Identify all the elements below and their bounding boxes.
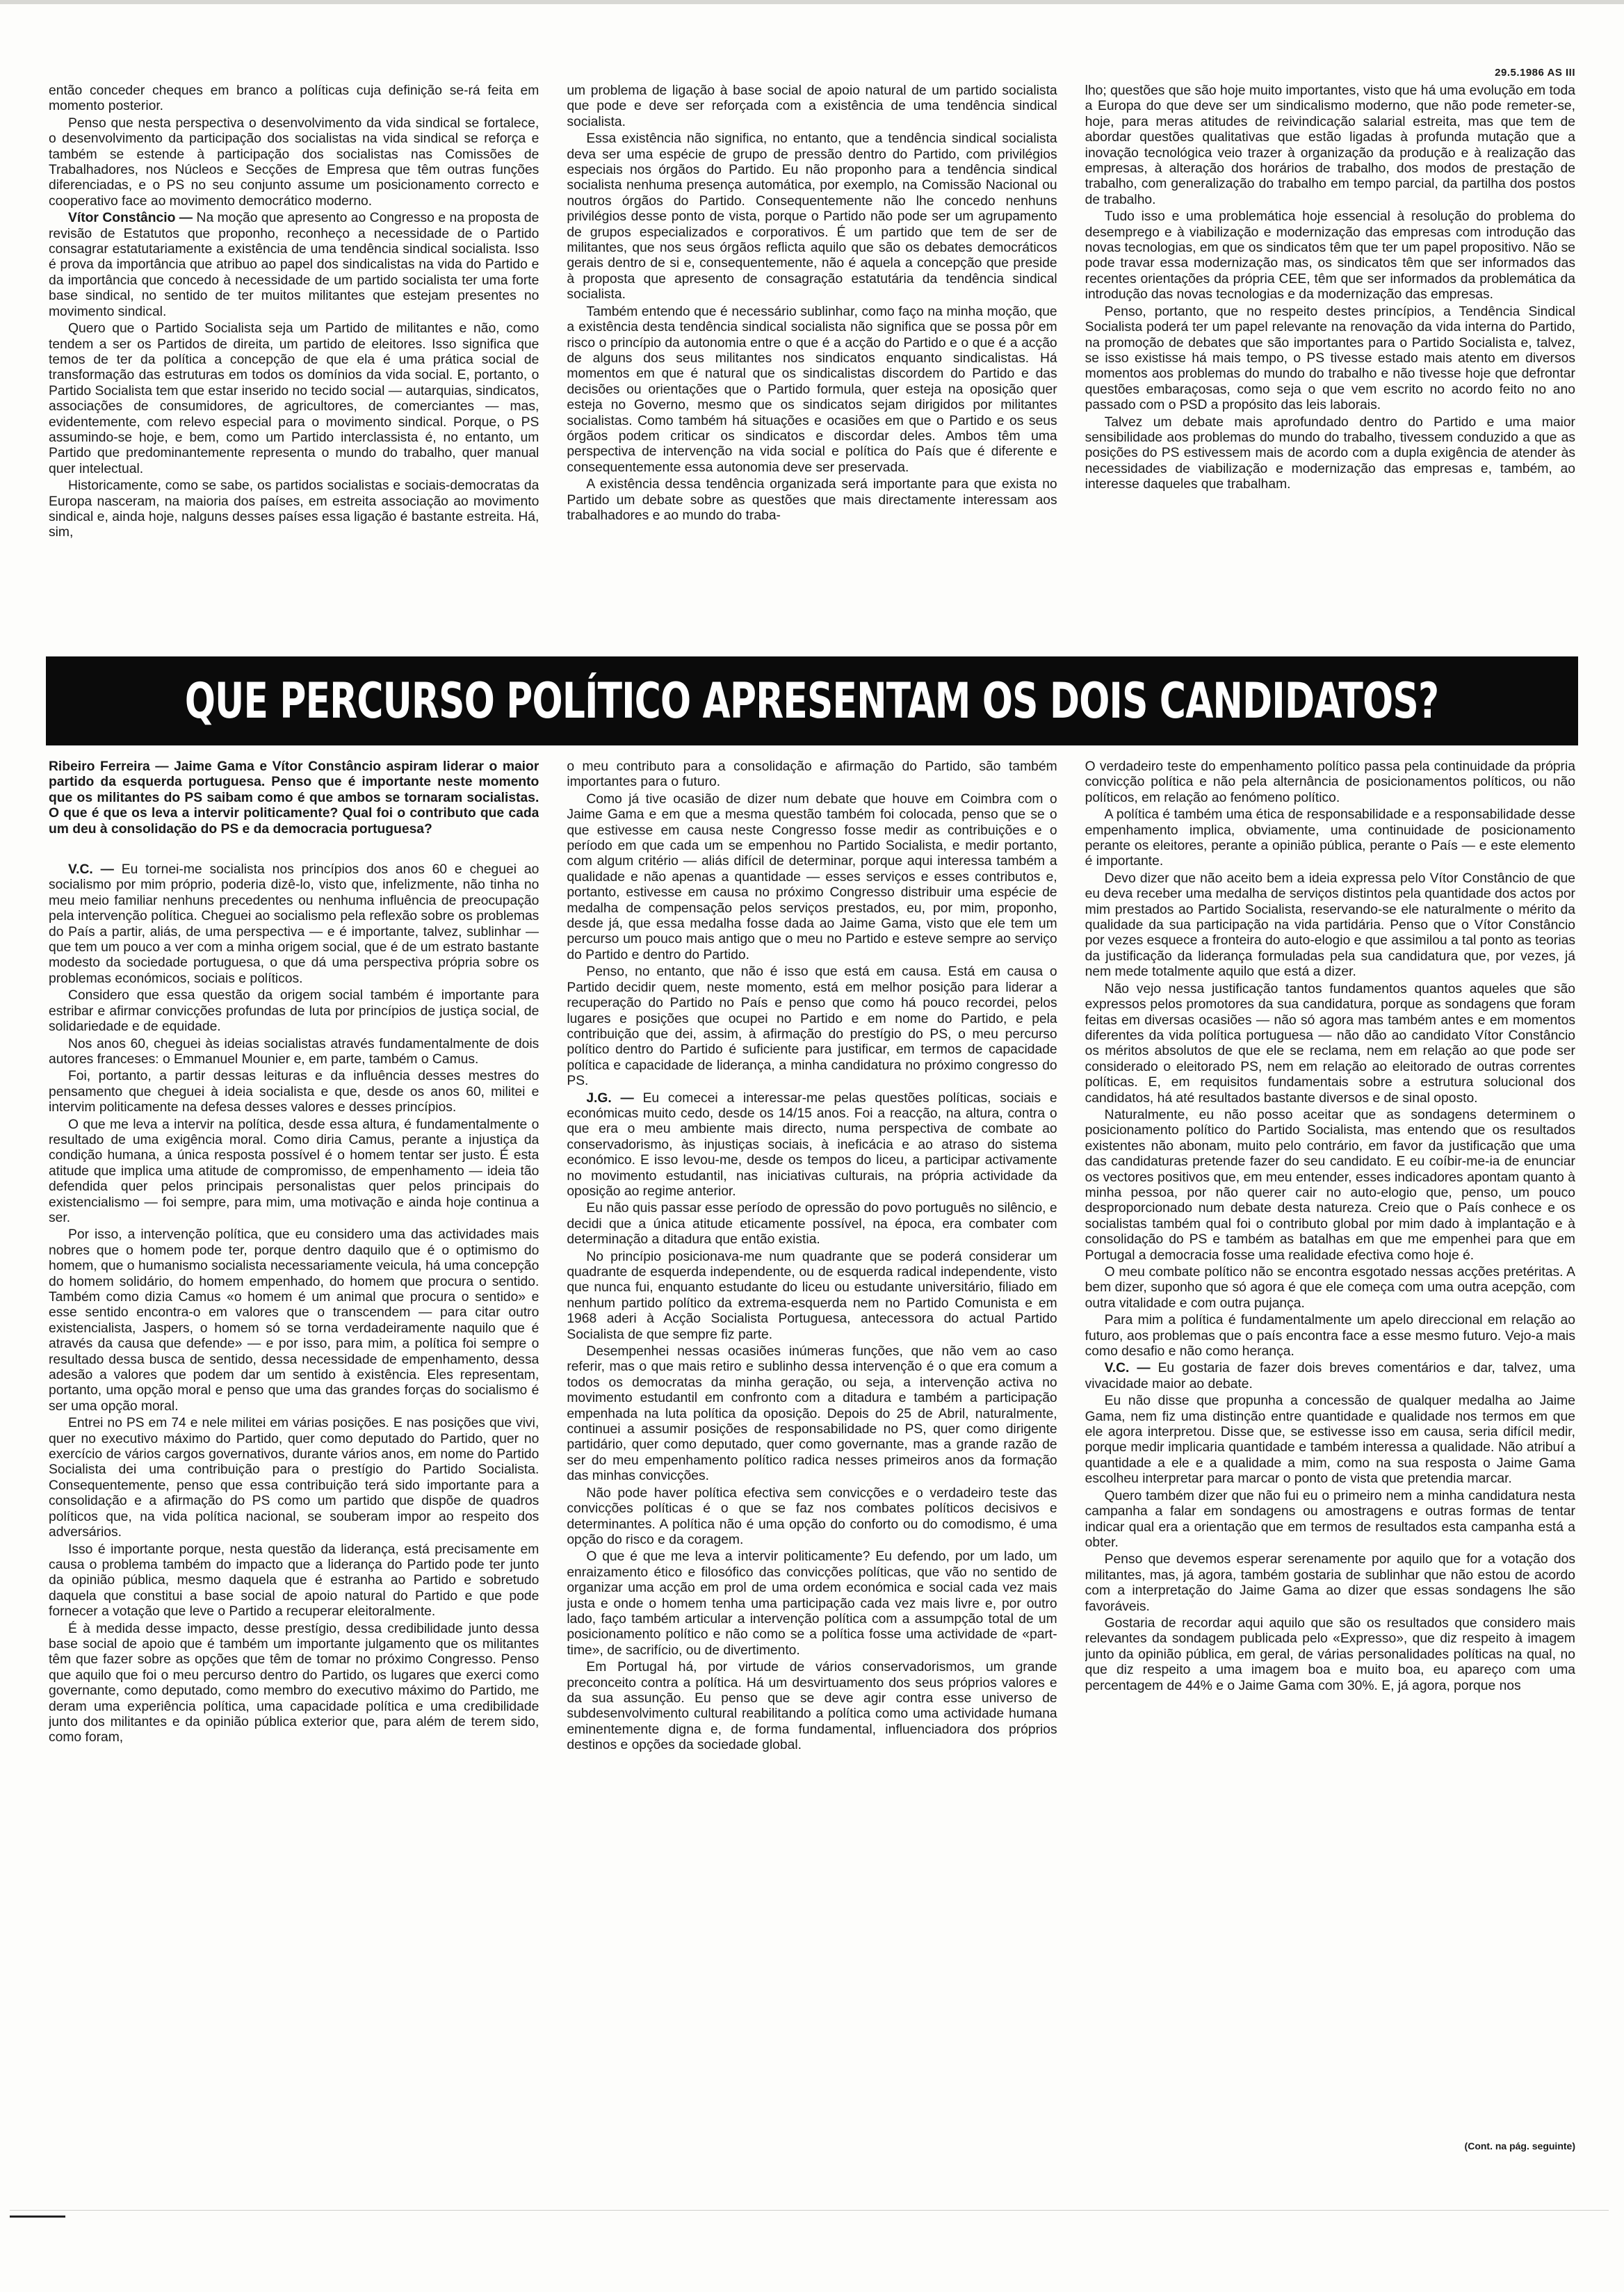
paragraph xyxy=(1085,807,1575,870)
paragraph xyxy=(567,1486,1057,1549)
paragraph xyxy=(567,131,1057,302)
paragraph xyxy=(1085,209,1575,302)
paragraph-text: O verdadeiro teste do empenhamento político passa pela continuidade da própria convicção política e não pela alternância de posicionamentos políticos, ou não políticos, em relação ao fenómeno político. xyxy=(1085,759,1575,805)
paragraph-text: Desempenhei nessas ocasiões inúmeras funções, que não vem ao caso referir, mas o que mais retiro e sublinho dessa intervenção é o que era comum a todos os democratas da minha geração, ou seja, a intervenção activa no movimento estudantil em confronto com a ditadura e também a participação empenhada na luta política da oposição. Depois do 25 de Abril, naturalmente, continuei a assumir posições de responsabilidade no PS, quer como dirigente partidário, quer como deputado, quer como governante, mas a grande razão de ser do meu empenhamento político radica nesses primeiros anos da formação das minhas convicções. xyxy=(567,1344,1057,1484)
top-column-3 xyxy=(1085,83,1575,640)
paragraph-text: Foi, portanto, a partir dessas leituras e da influência desses mestres do pensamento que cheguei à ideia socialista e que, desde os anos 60, militei e intervim politicamente na defesa desses valores e desses princípios. xyxy=(49,1069,539,1115)
speaker-label: V.C. — xyxy=(68,862,114,878)
paragraph-text: Naturalmente, eu não posso aceitar que as sondagens determinem o posicionamento político do Partido Socialista, mas entendo que os resultados existentes não abonam, muito pelo contrário, em favor da justificação que uma das candidaturas pretende fazer do seu candidato. E eu coíbir-me-ia de enunciar os vectores positivos que, em meu entender, esses indicadores apontam quanto à minha pessoa, por não querer cair no auto-elogio que, penso, um pouco desproporcionado num debate desta natureza. Creio que o País conhece e os socialistas também qual foi o contributo global por mim dado à implantação e à consolidação do PS e também as batalhas em que me empenhei para que em Portugal a democracia fosse uma realidade efectiva como hoje é. xyxy=(1085,1107,1575,1263)
paragraph xyxy=(567,1201,1057,1248)
paragraph xyxy=(49,211,539,320)
paragraph xyxy=(49,1416,539,1540)
paragraph-text: Quero também dizer que não fui eu o primeiro nem a minha candidatura nesta campanha a falar em sondagens ou amostragens e outras formas de tentar indicar qual era a orientação que em termos de resultados esta campanha está a obter. xyxy=(1085,1488,1575,1550)
paragraph xyxy=(1085,759,1575,806)
paragraph-text: o meu contributo para a consolidação e afirmação do Partido, são também importantes para o futuro. xyxy=(567,759,1057,790)
paragraph xyxy=(567,792,1057,963)
scan-divider xyxy=(10,2210,1609,2211)
paragraph xyxy=(567,1549,1057,1659)
interview-columns xyxy=(49,759,1575,2143)
headline: QUE PERCURSO POLÍTICO APRESENTAM OS DOIS CANDIDATOS? xyxy=(185,672,1439,729)
paragraph-text: Como já tive ocasião de dizer num debate que houve em Coimbra com o Jaime Gama e em que a mesma questão também foi colocada, penso que se o que estivesse em causa neste Congresso fosse medir as contribuições e o período em que cada um se empenhou no Partido Socialista, e medir portanto, com algum critério — aliás difícil de determinar, porque aqui interessa também a qualidade e não apenas a quantidade — esses serviços e esses contributos e, portanto, estivesse em causa no próximo Congresso distribuir uma espécie de medalha de compensação pelos serviços prestados, eu, por mim, proponho, desde já, que essa medalha fosse dada ao Jaime Gama, visto que ele tem um percurso um pouco mais antigo que o meu no Partido e esteve sempre ao serviço do Partido e dentro do Partido. xyxy=(567,791,1057,962)
paragraph-text: Penso, no entanto, que não é isso que está em causa. Está em causa o Partido decidir quem, neste momento, está em melhor posição para liderar a recuperação do Partido no País e penso que como há pouco recordei, pelos lugares e posições que ocupei no Partido e em nome do Partido, e pela contribuição que dei, assim, à afirmação do prestígio do PS, o meu percurso político dentro do Partido é suficiente para justificar, em termos de capacidade política e capacidade de liderança, a minha candidatura no próximo congresso do PS. xyxy=(567,965,1057,1089)
paragraph-text: A existência dessa tendência organizada será importante para que exista no Partido um debate sobre as questões que mais directamente interessam aos trabalhadores e ao mundo do traba- xyxy=(567,477,1057,523)
lead-question: Ribeiro Ferreira — Jaime Gama e Vítor Constâncio aspiram liderar o maior partido da esquerda portuguesa. Penso que é importante neste momento que os militantes do PS saibam como é que ambos se tornaram socialistas. O que é que os leva a intervir politicamente? Qual foi o contributo que cada um deu à consolidação do PS e da democracia portuguesa? xyxy=(49,759,539,837)
paragraph xyxy=(49,83,539,115)
paragraph-text: um problema de ligação à base social de apoio natural de um partido socialista que pode e deve ser reforçada com a existência de uma tendência sindical socialista. xyxy=(567,83,1057,129)
paragraph xyxy=(567,1250,1057,1343)
paragraph xyxy=(1085,982,1575,1106)
paragraph xyxy=(49,988,539,1035)
paragraph-text: A política é também uma ética de responsabilidade e a responsabilidade desse empenhamento implica, obviamente, uma continuidade de posicionamento perante os eleitores, perante a opinião pública, perante o País — e este elemento é importante. xyxy=(1085,807,1575,869)
interview-column-1-body xyxy=(49,862,539,1746)
paragraph xyxy=(49,1622,539,1746)
paragraph-text: Devo dizer que não aceito bem a ideia expressa pelo Vítor Constâncio de que eu deva receber uma medalha de serviços distintos pela quantidade dos actos por mim prestados ao Partido Socialista, reservando-se ele naturalmente o mérito da qualidade da sua participação na vida partidária. Penso que o Vítor Constâncio por vezes esquece a fronteira do auto-elogio e que assimilou a tal ponto as teorias da justificação da liderança formuladas pela sua candidatura que, por vezes, já nem mede totalmente aquilo que está a dizer. xyxy=(1085,871,1575,980)
paragraph xyxy=(1085,1489,1575,1551)
paragraph-text: lho; questões que são hoje muito importantes, visto que há uma evolução em toda a Europa do que deve ser um sindicalismo moderno, que não pode remeter-se, hoje, para meras atitudes de reivindicação salarial estreita, mas que tem de abordar questões qualitativas que estão ligadas à profunda mutação que a inovação tecnológica veio trazer à organização da produção e à realização das empresas, à alteração dos horários de trabalho, dos modos de prestação de trabalho, com generalização do trabalho em tempo parcial, da partilha dos postos de trabalho. xyxy=(1085,83,1575,207)
paragraph-text: No princípio posicionava-me num quadrante que se poderá considerar um quadrante de esquerda independente, ou de esquerda radical independente, visto que nunca fui, enquanto estudante do liceu ou estudante universitário, filiado em nenhum partido político da extrema-esquerda nem no Partido Comunista e em 1968 aderi à Acção Socialista Portuguesa, antecessora do actual Partido Socialista de que sempre fiz parte. xyxy=(567,1249,1057,1342)
paragraph-text: Essa existência não significa, no entanto, que a tendência sindical socialista deva ser uma espécie de grupo de pressão dentro do Partido, com privilégios especiais nos órgãos do Partido. Eu não proponho para a tendência sindical socialista nenhuma presença automática, por exemplo, na Comissão Nacional ou noutros órgãos do Partido. Consequentemente não lhe concedo nenhuns privilégios desse ponto de vista, porque o Partido não pode ser um agrupamento de grupos especializados e corporativos. É um partido que tem de ser de militantes, que nos seus órgãos reflicta aquilo que são os debates democráticos gerais dentro de si e, consequentemente, não é aquela a concepção que preside à proposta que apresento de consagração estatutária da tendência sindical socialista. xyxy=(567,131,1057,302)
paragraph xyxy=(1085,1361,1575,1392)
paragraph-text: Eu gostaria de fazer dois breves comentários e dar, talvez, uma vivacidade maior ao debate. xyxy=(1085,1361,1575,1391)
paragraph xyxy=(567,477,1057,524)
paragraph-text: Eu comecei a interessar-me pelas questões políticas, sociais e económicas muito cedo, desde os 14/15 anos. Foi a reacção, na altura, contra o que era o meu ambiente mais directo, numa perspectiva de combate ao conservadorismo, às injustiças sociais, à ineficácia e ao atraso do sistema económico. E isso levou-me, desde os tempos do liceu, a participar activamente no movimento estudantil, nas iniciativas culturais, na própria actividade da oposição ao regime anterior. xyxy=(567,1090,1057,1199)
paragraph xyxy=(49,1069,539,1115)
paragraph xyxy=(1085,415,1575,493)
paragraph xyxy=(49,1037,539,1068)
paragraph-text: Para mim a política é fundamentalmente um apelo direccional em relação ao futuro, aos problemas que o país encontra face a esse mesmo futuro. Vejo-a mais como desafio e não como herança. xyxy=(1085,1313,1575,1359)
top-column-1 xyxy=(49,83,539,640)
paragraph xyxy=(1085,1616,1575,1694)
paragraph xyxy=(1085,1108,1575,1264)
paragraph-text: Gostaria de recordar aqui aquilo que são os resultados que considero mais relevantes da sondagem publicada pelo «Expresso», que diz respeito à imagem junto da opinião pública, em geral, de várias personalidades políticas na qual, no que diz respeito a uma imagem boa e muito boa, eu apareço com uma percentagem de 44% e o Jaime Gama com 30%. E, já agora, porque nos xyxy=(1085,1615,1575,1693)
issue-date-page: 29.5.1986 AS III xyxy=(1495,67,1575,79)
paragraph-text: Considero que essa questão da origem social também é importante para estribar e afirmar convicções profundas de luta por princípios de justiça social, de solidariedade e de equidade. xyxy=(49,988,539,1035)
paragraph xyxy=(49,1117,539,1227)
paragraph-text: Também entendo que é necessário sublinhar, como faço na minha moção, que a existência desta tendência sindical socialista não significa que se possa pôr em risco o princípio da autonomia entre o que é a acção do Partido e o que é a acção de alguns dos seus militantes nos sindicatos enquanto sindicalistas. Há momentos em que é natural que os sindicalistas discordem do Partido e das decisões ou orientações que o Partido formula, quer esteja na oposição quer esteja no Governo, mesmo que os sindicatos sejam dirigidos por militantes socialistas. Como também há situações e ocasiões em que o Partido e os seus órgãos podem criticar os sindicatos e discordar deles. Ambos têm uma perspectiva de intervenção na vida social e política do País que é diferente e consequentemente essa autonomia deve ser preservada. xyxy=(567,304,1057,475)
speaker-label: V.C. — xyxy=(1104,1361,1151,1376)
paragraph xyxy=(1085,305,1575,414)
paragraph xyxy=(567,83,1057,130)
speaker-label: J.G. — xyxy=(586,1090,634,1106)
paragraph xyxy=(49,862,539,987)
paragraph-text: Nos anos 60, cheguei às ideias socialistas através fundamentalmente de dois autores franceses: o Emmanuel Mounier e, em parte, também o Camus. xyxy=(49,1036,539,1067)
paragraph xyxy=(1085,83,1575,208)
paragraph-text: É à medida desse impacto, desse prestígio, dessa credibilidade junto dessa base social de apoio que é também um importante julgamento que os militantes têm que fazer sobre as opções que têm de tomar no próximo Congresso. Penso que aquilo que foi o meu percurso dentro do Partido, os lugares que exerci como governante, como deputado, como membro do executivo máximo do Partido, me deram uma experiência política, uma capacidade política e uma credibilidade junto dos militantes e da opinião pública exterior que, para além de terem sido, como foram, xyxy=(49,1621,539,1745)
paragraph-text: Em Portugal há, por virtude de vários conservadorismos, um grande preconceito contra a política. Há um desvirtuamento dos seus próprios valores e da sua assunção. Eu penso que se deve agir contra esse universo de subdesenvolvimento cultural reabilitando a política como uma actividade humana eminentemente digna e, de forma fundamental, influenciadora dos próprios destinos e opções da sociedade global. xyxy=(567,1660,1057,1753)
paragraph xyxy=(567,305,1057,476)
paragraph xyxy=(1085,871,1575,980)
top-column-2 xyxy=(567,83,1057,640)
paragraph xyxy=(1085,1313,1575,1359)
headline-banner xyxy=(46,656,1578,745)
paragraph-text: então conceder cheques em branco a políticas cuja definição se-rá feita em momento posterior. xyxy=(49,83,539,114)
paragraph xyxy=(1085,1265,1575,1312)
paragraph-text: Por isso, a intervenção política, que eu considero uma das actividades mais nobres que o homem pode ter, porque dentro daquilo que é o optimismo do homem, que o humanismo socialista necessariamente veicula, há uma concepção do homem solidário, do homem empenhado, do homem que procura o sentido. Também como dizia Camus «o homem é um animal que procura o sentido» e esse sentido encontra-o em valores que o transcendem — para citar outro existencialista, Jaspers, o homem só se torna verdadeiramente naquilo que é através da causa que defende» — e por isso, para mim, a política foi sempre o resultado dessa busca de sentido, dessa necessidade de empenhamento, dessa adesão a valores que podem dar um sentido à existência. Eles representam, portanto, uma opção moral e penso que uma das grandes forças do socialismo é ser uma opção moral. xyxy=(49,1227,539,1414)
paragraph xyxy=(1085,1552,1575,1615)
paragraph xyxy=(49,1542,539,1620)
paragraph xyxy=(567,1344,1057,1485)
lead-spacer xyxy=(49,839,539,862)
top-article-columns xyxy=(49,83,1575,640)
paragraph-text: O que me leva a intervir na política, desde essa altura, é fundamentalmente o resultado de uma exigência moral. Como diria Camus, perante a injustiça da condição humana, a única resposta possível é o homem tentar ser justo. É esta atitude que implica uma atitude de compromisso, de empenhamento — ideia tão defendida quer pelos principais personalistas quer pelos principais do existencialismo — foi sempre, para mim, uma motivação e ainda hoje continua a ser. xyxy=(49,1117,539,1225)
paragraph-text: Entrei no PS em 74 e nele militei em várias posições. E nas posições que vivi, quer no executivo máximo do Partido, quer como deputado do Partido, quer no exercício de vários cargos governativos, durante vários anos, em nome do Partido Socialista dei uma contribuição para o prestígio do Partido Socialista. Consequentemente, penso que essa contribuição terá sido importante para a consolidação e a afirmação do PS como um partido que dispõe de quadros políticos que, na vida política nacional, se souberam impor ao respeito dos adversários. xyxy=(49,1416,539,1540)
paragraph xyxy=(567,1091,1057,1200)
paragraph-text: Na moção que apresento ao Congresso e na proposta de revisão de Estatutos que proponho, reconheço a necessidade de o Partido consagrar estatutariamente a existência de uma tendência sindical socialista. Isso é prova da importância que atribuo ao papel dos sindicalistas na vida do Partido e da importância que concedo à necessidade de um partido socialista ter uma forte base sindical, no sentido de ter muitos militantes que estejam presentes no movimento sindical. xyxy=(49,211,539,319)
paragraph xyxy=(49,1227,539,1414)
paragraph xyxy=(567,759,1057,791)
paragraph-text: Eu não quis passar esse período de opressão do povo português no silêncio, e decidi que a única atitude eticamente possível, na época, era combater com determinação a ditadura que então existia. xyxy=(567,1201,1057,1248)
paragraph xyxy=(49,116,539,209)
paragraph-text: O meu combate político não se encontra esgotado nessas acções pretéritas. A bem dizer, suponho que só agora é que ele começa com uma outra acepção, com outra vitalidade e com outra pujança. xyxy=(1085,1265,1575,1311)
scan-mark xyxy=(10,2216,65,2218)
paragraph-text: Historicamente, como se sabe, os partidos socialistas e sociais-democratas da Europa nasceram, na maioria dos países, em estreita associação ao movimento sindical e, ainda hoje, nalguns desses países essa ligação é bastante estreita. Há, sim, xyxy=(49,478,539,540)
interview-column-3 xyxy=(1085,759,1575,2143)
paragraph xyxy=(49,478,539,541)
continuation-note: (Cont. na pág. seguinte) xyxy=(1464,2140,1575,2152)
paragraph xyxy=(567,1660,1057,1753)
paragraph-text: Penso, portanto, que no respeito destes princípios, a Tendência Sindical Socialista poderá ter um papel relevante na renovação da vida interna do Partido, na promoção de debates que são importantes para o Partido Socialista e, talvez, se isso existisse há mais tempo, o PS tivesse estado mais atento em diversos momentos aos problemas do mundo do trabalho e não tivesse hoje que defrontar questões embaraçosas, como seja o que vem escrito no acordo feito no ano passado com o PSD a propósito das leis laborais. xyxy=(1085,304,1575,413)
paragraph-text: Não pode haver política efectiva sem convicções e o verdadeiro teste das convicções políticas é o que se faz nos combates políticos decisivos e determinantes. A política não é uma opção do conforto ou do comodismo, é uma opção do risco e da coragem. xyxy=(567,1485,1057,1547)
paragraph-text: Penso que devemos esperar serenamente por aquilo que for a votação dos militantes, mas, já agora, também gostaria de sublinhar que não estou de acordo com a interpretação do Jaime Gama ao dizer que essas sondagens lhe são favoráveis. xyxy=(1085,1552,1575,1614)
paragraph-text: Isso é importante porque, nesta questão da liderança, está precisamente em causa o problema também do impacto que a liderança do Partido pode ter junto da opinião pública, mesmo daquela que é estranha ao Partido e sobretudo daquela que constitui a base social de apoio natural do Partido e que pode fornecer a votação que leve o Partido a recuperar eleitoralmente. xyxy=(49,1542,539,1620)
paragraph xyxy=(567,965,1057,1089)
paragraph xyxy=(1085,1394,1575,1487)
speaker-label: Vítor Constâncio — xyxy=(68,211,193,226)
paragraph-text: Tudo isso e uma problemática hoje essencial à resolução do problema do desemprego e à viabilização e modernização das empresas com introdução das novas tecnologias, em que os sindicatos têm que ter um papel propositivo. Não se pode travar essa modernização mas, os sindicatos têm que ser informados das recentes orientações da própria CEE, têm que ser informados da problemática da introdução das novas tecnologias e da modernização das empresas. xyxy=(1085,209,1575,302)
page-edge xyxy=(0,0,1624,4)
paragraph-text: Eu não disse que propunha a concessão de qualquer medalha ao Jaime Gama, nem fiz uma distinção entre quantidade e qualidade nos termos em que ele agora interpretou. Disse que, se estivesse isso em causa, seria difícil medir, porque medir implicaria quantidade e também interessa a qualidade. Não atribuí a quantidade a ele e a qualidade a mim, como na sua resposta o Jaime Gama escolheu interpretar para marcar o ponto de vista que pretendia marcar. xyxy=(1085,1394,1575,1487)
paragraph-text: Penso que nesta perspectiva o desenvolvimento da vida sindical se fortalece, o desenvolvimento da participação dos socialistas na vida sindical se reforça e também se estende à participação dos socialistas nas Comissões de Trabalhadores, nos Núcleos e Secções de Empresa que têm outras funções diferenciadas, e o PS no seu conjunto assume um posicionamento correcto e cooperativo face ao movimento democrático moderno. xyxy=(49,115,539,209)
paragraph-text: Talvez um debate mais aprofundado dentro do Partido e uma maior sensibilidade aos problemas do mundo do trabalho, tivessem conduzido a que as posições do PS estivessem mais de acordo com a dupla exigência de atender às necessidades de viabilização e modernização das empresas e, também, ao interesse daqueles que trabalham. xyxy=(1085,414,1575,492)
paragraph-text: Eu tornei-me socialista nos princípios dos anos 60 e cheguei ao socialismo por mim próprio, poderia dizê-lo, visto que, infelizmente, não tinha no meu meio familiar nenhuns precedentes ou nenhuma influência de preocupação pela intervenção política. Cheguei ao socialismo pela reflexão sobre os problemas do País a partir, aliás, de uma perspectiva — e é importante, talvez, sublinhar — que tem um pouco a ver com a minha origem social, que é de um estrato bastante modesto da sociedade portuguesa, o que dá uma perspectiva própria sobre os problemas económicos, sociais e políticos. xyxy=(49,862,539,986)
interview-column-2 xyxy=(567,759,1057,2143)
paragraph-text: Não vejo nessa justificação tantos fundamentos quantos aqueles que são expressos pelos promotores da sua candidatura, porque as sondagens que foram feitas em diversas ocasiões — não só agora mas também antes e em momentos diferentes da vida política portuguesa — não dão ao candidato Vítor Constâncio os méritos absolutos de que ele se reclama, nem em relação ao que pode ser considerado o eleitorado PS, nem em relação ao eleitorado de outras correntes políticas. E, em requisitos fundamentais sobre a estrutura solucional dos candidatos, há até resultados bastante diversos e de sinal oposto. xyxy=(1085,981,1575,1106)
paragraph-text: O que é que me leva a intervir politicamente? Eu defendo, por um lado, um enraizamento ético e filosófico das convicções políticas, que vão no sentido de organizar uma acção em prol de uma ordem económica e social cada vez mais justa e onde o homem tenha uma participação cada vez mais livre e, por outro lado, faço também articular a intervenção política com a assumpção total de um posicionamento político e não como se a política fosse uma actividade de «part-time», de sacrifício, ou de divertimento. xyxy=(567,1549,1057,1658)
interview-column-1 xyxy=(49,759,539,2143)
paragraph-text: Quero que o Partido Socialista seja um Partido de militantes e não, como tendem a ser os Partidos de direita, um partido de eleitores. Isso significa que temos de ter da política a concepção de que ela é uma prática social de transformação das estruturas em todos os domínios da vida social. E, portanto, o Partido Socialista tem que estar inserido no tecido social — autarquias, sindicatos, associações de consumidores, de agricultores, de comerciantes — mas, evidentemente, com relevo especial para o movimento sindical. Porque, o PS assumindo-se hoje, e bem, como um Partido interclassista é, no entanto, um Partido que predominantemente representa o mundo do trabalho, quer manual quer intelectual. xyxy=(49,321,539,476)
paragraph xyxy=(49,321,539,477)
